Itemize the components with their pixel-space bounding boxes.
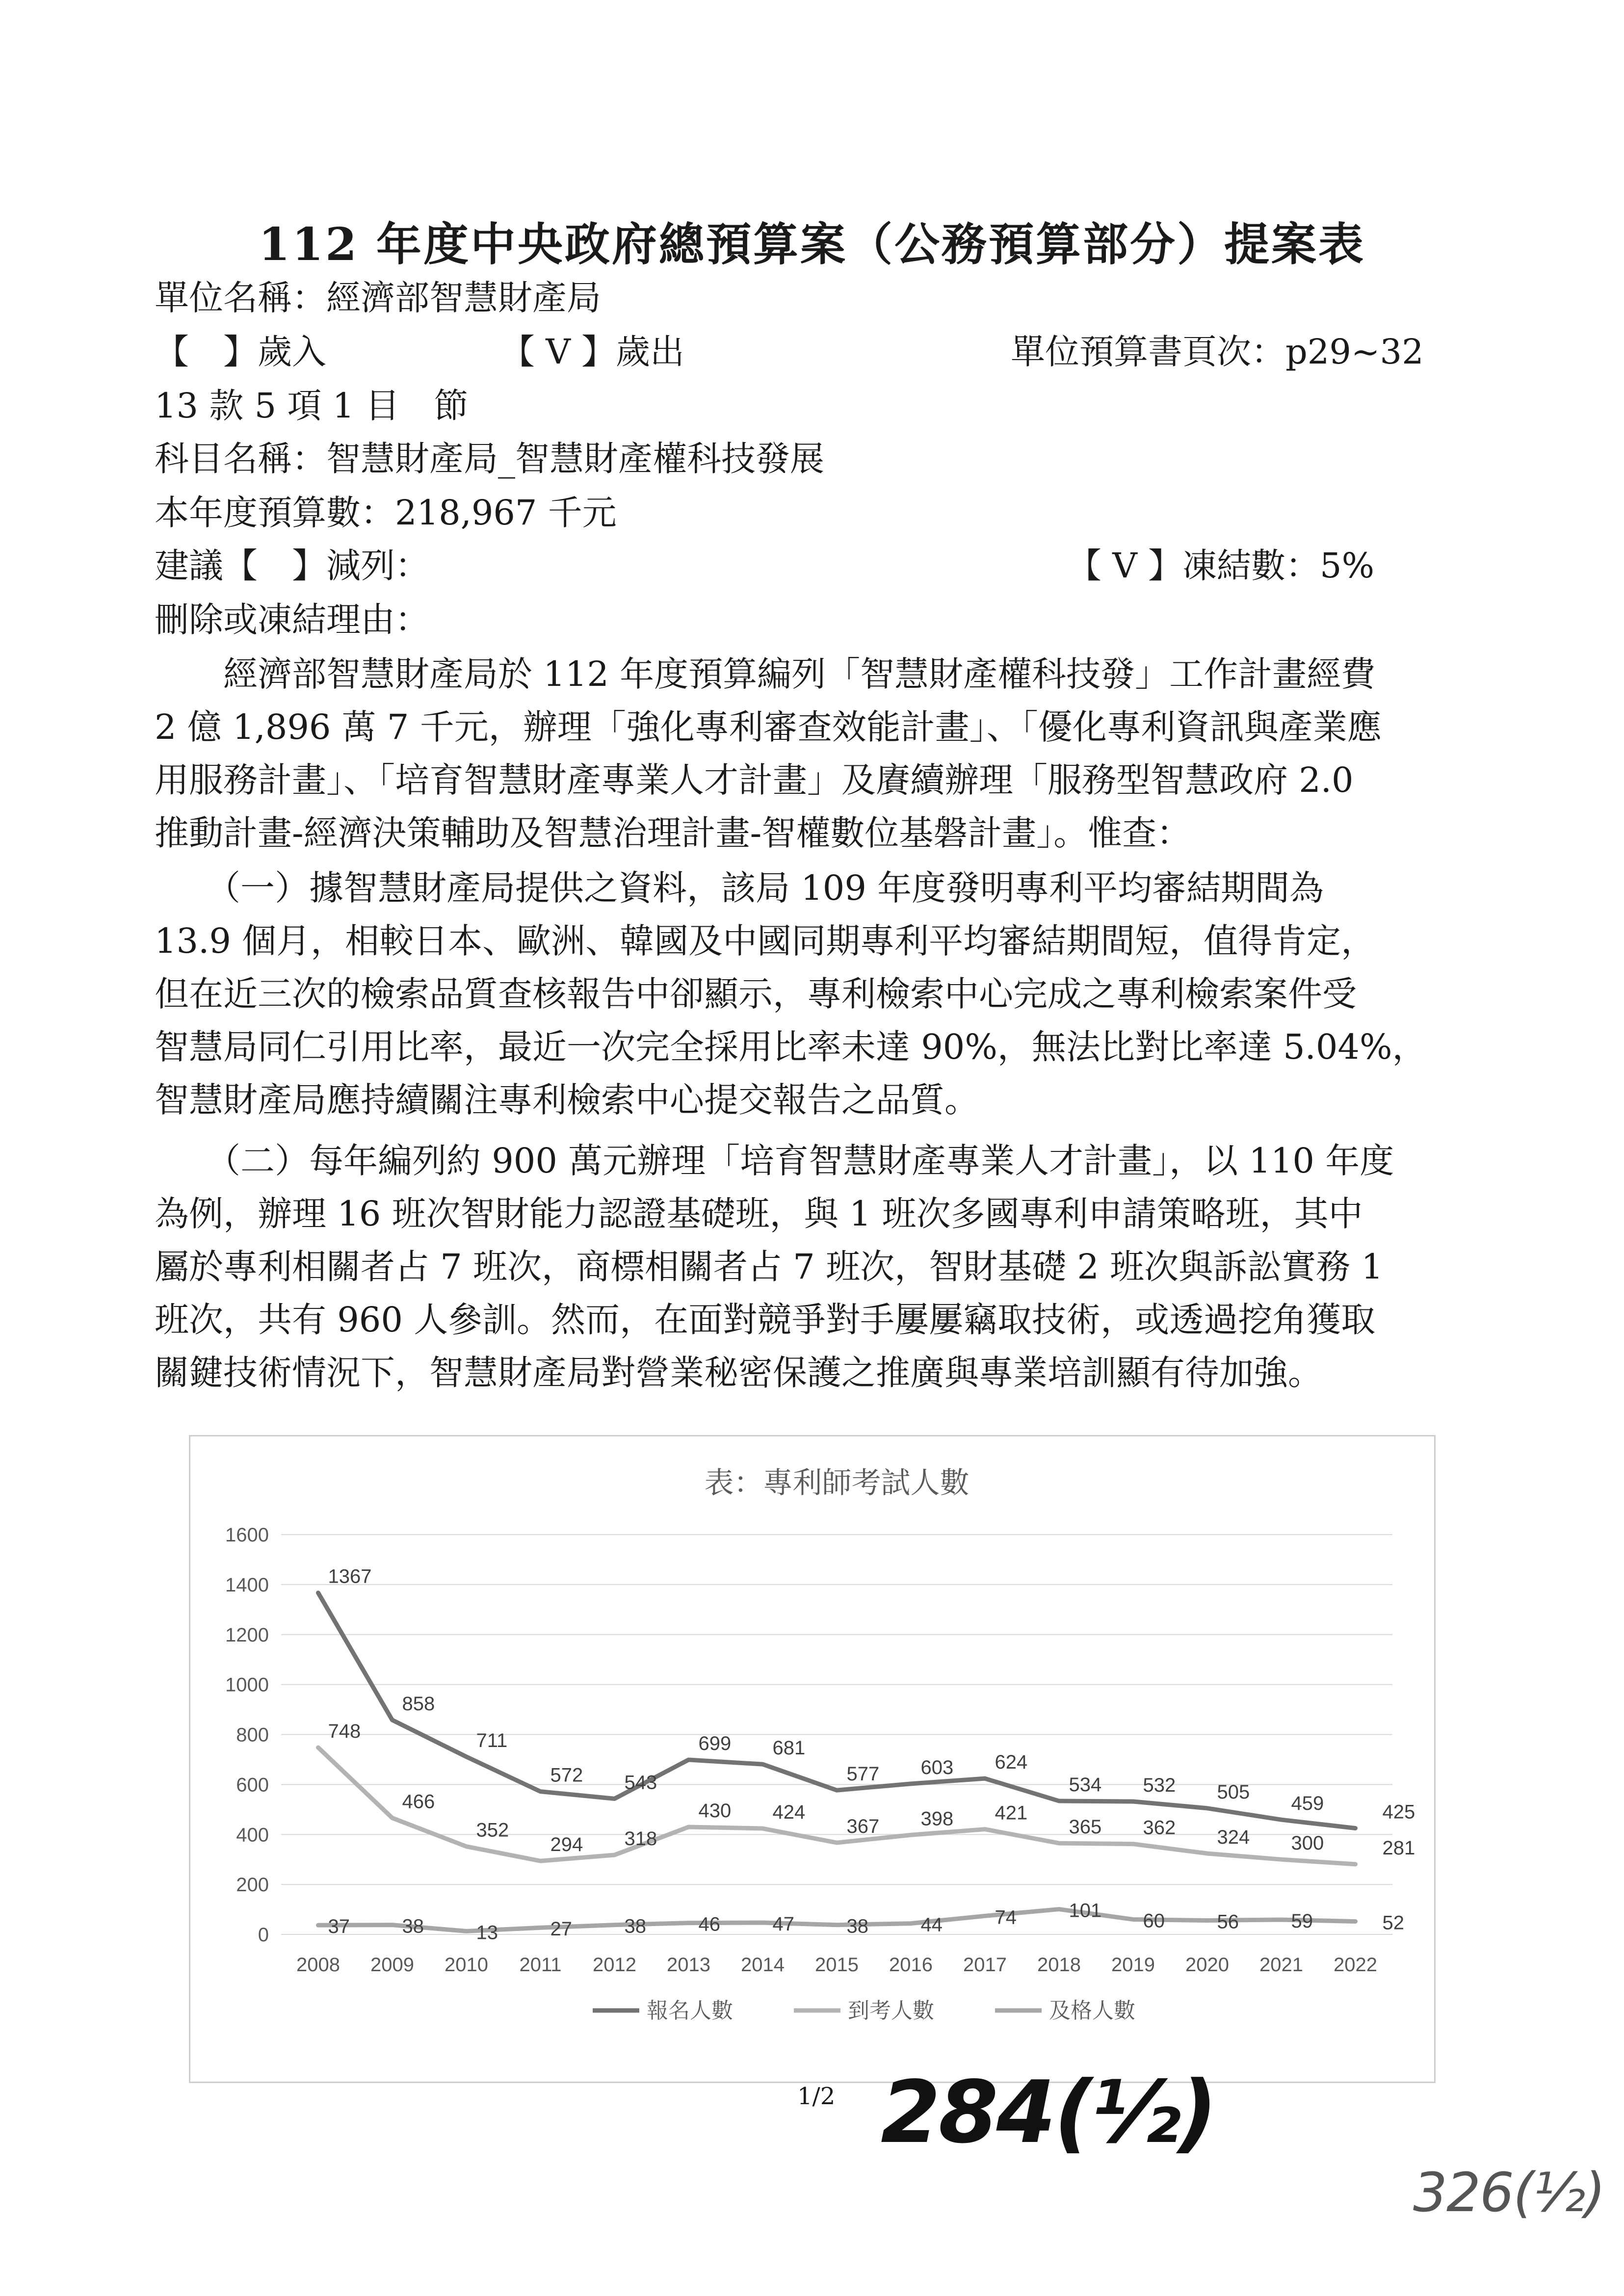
data-label: 281: [1382, 1837, 1415, 1859]
data-label: 466: [402, 1791, 435, 1813]
x-tick-label: 2012: [593, 1954, 636, 1976]
subject-name: 科目名稱：智慧財產局_智慧財產權科技發展: [155, 439, 824, 479]
item-code: 13 款 5 項 1 目 節: [155, 386, 469, 426]
suggest-cut: 建議【 】減列：: [155, 546, 429, 586]
data-label: 505: [1217, 1781, 1250, 1803]
budget-book-pages: 單位預算書頁次：p29~32: [1011, 332, 1424, 372]
data-label: 1367: [328, 1565, 372, 1588]
data-label: 324: [1217, 1826, 1250, 1848]
paragraph-line: 關鍵技術情況下，智慧財產局對營業秘密保護之推廣與專業培訓顯有待加強。: [155, 1353, 1322, 1393]
data-label: 38: [846, 1915, 868, 1937]
data-label: 425: [1382, 1801, 1415, 1823]
data-label: 459: [1291, 1793, 1324, 1815]
legend-label: 及格人數: [1049, 1999, 1135, 2023]
data-label: 699: [698, 1732, 732, 1754]
x-tick-label: 2018: [1037, 1954, 1081, 1976]
y-tick-label: 400: [236, 1824, 269, 1846]
paragraph-line: 智慧局同仁引用比率，最近一次完全採用比率未達 90%，無法比對比率達 5.04%，: [155, 1027, 1427, 1067]
data-label: 13: [476, 1922, 498, 1944]
x-tick-label: 2008: [296, 1954, 340, 1976]
data-label: 318: [624, 1828, 657, 1850]
paragraph-line: 用服務計畫」、「培育智慧財產專業人才計畫」及賡續辦理「服務型智慧政府 2.0: [155, 760, 1354, 800]
data-label: 47: [772, 1913, 794, 1935]
data-label: 60: [1143, 1910, 1165, 1932]
data-label: 38: [624, 1915, 646, 1937]
paragraph-line: 為例，辦理 16 班次智財能力認證基礎班，與 1 班次多國專利申請策略班，其中: [155, 1194, 1363, 1234]
revenue-checkbox: 【 】歲入: [155, 332, 326, 372]
x-tick-label: 2015: [815, 1954, 859, 1976]
data-label: 101: [1069, 1900, 1102, 1922]
x-tick-label: 2013: [667, 1954, 710, 1976]
reason-label: 刪除或凍結理由：: [155, 600, 429, 640]
series-line: [318, 1593, 1356, 1828]
y-tick-label: 200: [236, 1874, 269, 1896]
paragraph-point-1: [155, 861, 1479, 1126]
x-tick-label: 2014: [741, 1954, 785, 1976]
data-label: 858: [402, 1693, 435, 1715]
data-label: 430: [698, 1800, 732, 1822]
data-label: 294: [550, 1834, 583, 1856]
data-label: 300: [1291, 1832, 1324, 1854]
paragraph-line: （一）據智慧財產局提供之資料，該局 109 年度發明專利平均審結期間為: [155, 868, 1324, 908]
freeze-amount: 【 V 】凍結數：5%: [1067, 546, 1375, 586]
data-label: 52: [1382, 1912, 1404, 1934]
handwritten-page-mark: 284(½): [881, 2063, 1216, 2163]
data-label: 532: [1143, 1774, 1176, 1797]
y-tick-label: 1400: [225, 1574, 269, 1596]
data-label: 46: [698, 1913, 720, 1935]
x-tick-label: 2009: [370, 1954, 414, 1976]
data-label: 624: [995, 1751, 1028, 1774]
data-label: 681: [772, 1737, 806, 1759]
page-number: 1/2: [797, 2083, 836, 2110]
data-label: 711: [476, 1729, 508, 1751]
unit-name: 單位名稱：經濟部智慧財產局: [155, 278, 601, 318]
x-tick-label: 2022: [1334, 1954, 1377, 1976]
paragraph-line: 推動計畫-經濟決策輔助及智慧治理計畫-智權數位基磐計畫」。惟查：: [155, 813, 1191, 853]
y-tick-label: 800: [236, 1724, 269, 1746]
series-line: [318, 1909, 1356, 1931]
x-tick-label: 2020: [1185, 1954, 1229, 1976]
y-tick-label: 1000: [225, 1674, 269, 1696]
data-label: 421: [995, 1802, 1028, 1824]
data-label: 748: [328, 1720, 361, 1742]
paragraph-line: 屬於專利相關者占 7 班次，商標相關者占 7 班次，智財基礎 2 班次與訴訟實務 1: [155, 1247, 1383, 1287]
data-label: 367: [846, 1816, 880, 1838]
x-tick-label: 2011: [519, 1954, 562, 1976]
y-tick-label: 600: [236, 1774, 269, 1796]
handwritten-side-mark: 326(½): [1413, 2161, 1605, 2224]
paragraph-line: 智慧財產局應持續關注專利檢索中心提交報告之品質。: [155, 1080, 979, 1120]
document-title: 112 年度中央政府總預算案（公務預算部分）提案表: [258, 218, 1366, 271]
data-label: 38: [402, 1915, 424, 1937]
data-label: 572: [550, 1764, 583, 1786]
data-label: 74: [995, 1906, 1017, 1929]
data-label: 534: [1069, 1774, 1102, 1796]
y-tick-label: 0: [258, 1924, 269, 1946]
line-chart: [190, 1436, 1434, 2082]
data-label: 44: [920, 1914, 943, 1936]
data-label: 352: [476, 1819, 509, 1841]
budget-amount: 本年度預算數：218,967 千元: [155, 493, 617, 533]
y-tick-label: 1600: [225, 1524, 269, 1546]
paragraph-intro: [155, 648, 1479, 860]
data-label: 543: [624, 1772, 657, 1794]
line-chart-container: [189, 1435, 1436, 2083]
paragraph-line: 但在近三次的檢索品質查核報告中卻顯示，專利檢索中心完成之專利檢索案件受: [155, 974, 1357, 1014]
paragraph-line: 班次，共有 960 人參訓。然而，在面對競爭對手屢屢竊取技術，或透過挖角獲取: [155, 1300, 1376, 1340]
paragraph-point-2: [155, 1134, 1479, 1399]
chart-title: 表：專利師考試人數: [704, 1466, 969, 1499]
data-label: 424: [772, 1801, 806, 1824]
paragraph-line: 13.9 個月，相較日本、歐洲、韓國及中國同期專利平均審結期間短，值得肯定，: [155, 921, 1376, 961]
y-tick-label: 1200: [225, 1624, 269, 1646]
data-label: 603: [920, 1756, 954, 1778]
data-label: 577: [846, 1763, 880, 1785]
expenditure-checkbox: 【 V 】歲出: [500, 332, 685, 372]
paragraph-line: 2 億 1,896 萬 7 千元，辦理「強化專利審查效能計畫」、「優化專利資訊與產業應: [155, 707, 1382, 747]
legend-label: 報名人數: [647, 1999, 733, 2023]
x-tick-label: 2019: [1111, 1954, 1155, 1976]
data-label: 398: [920, 1808, 954, 1830]
data-label: 59: [1291, 1910, 1313, 1932]
x-tick-label: 2016: [889, 1954, 933, 1976]
data-label: 362: [1143, 1817, 1176, 1839]
data-label: 56: [1217, 1911, 1239, 1933]
paragraph-line: 經濟部智慧財產局於 112 年度預算編列「智慧財產權科技發」工作計畫經費: [155, 654, 1376, 694]
x-tick-label: 2017: [963, 1954, 1007, 1976]
x-tick-label: 2021: [1259, 1954, 1303, 1976]
data-label: 37: [328, 1916, 350, 1938]
data-label: 27: [550, 1918, 572, 1940]
x-tick-label: 2010: [445, 1954, 488, 1976]
data-label: 365: [1069, 1816, 1102, 1838]
legend-label: 到考人數: [848, 1999, 934, 2023]
paragraph-line: （二）每年編列約 900 萬元辦理「培育智慧財產專業人才計畫」，以 110 年度: [155, 1141, 1394, 1181]
